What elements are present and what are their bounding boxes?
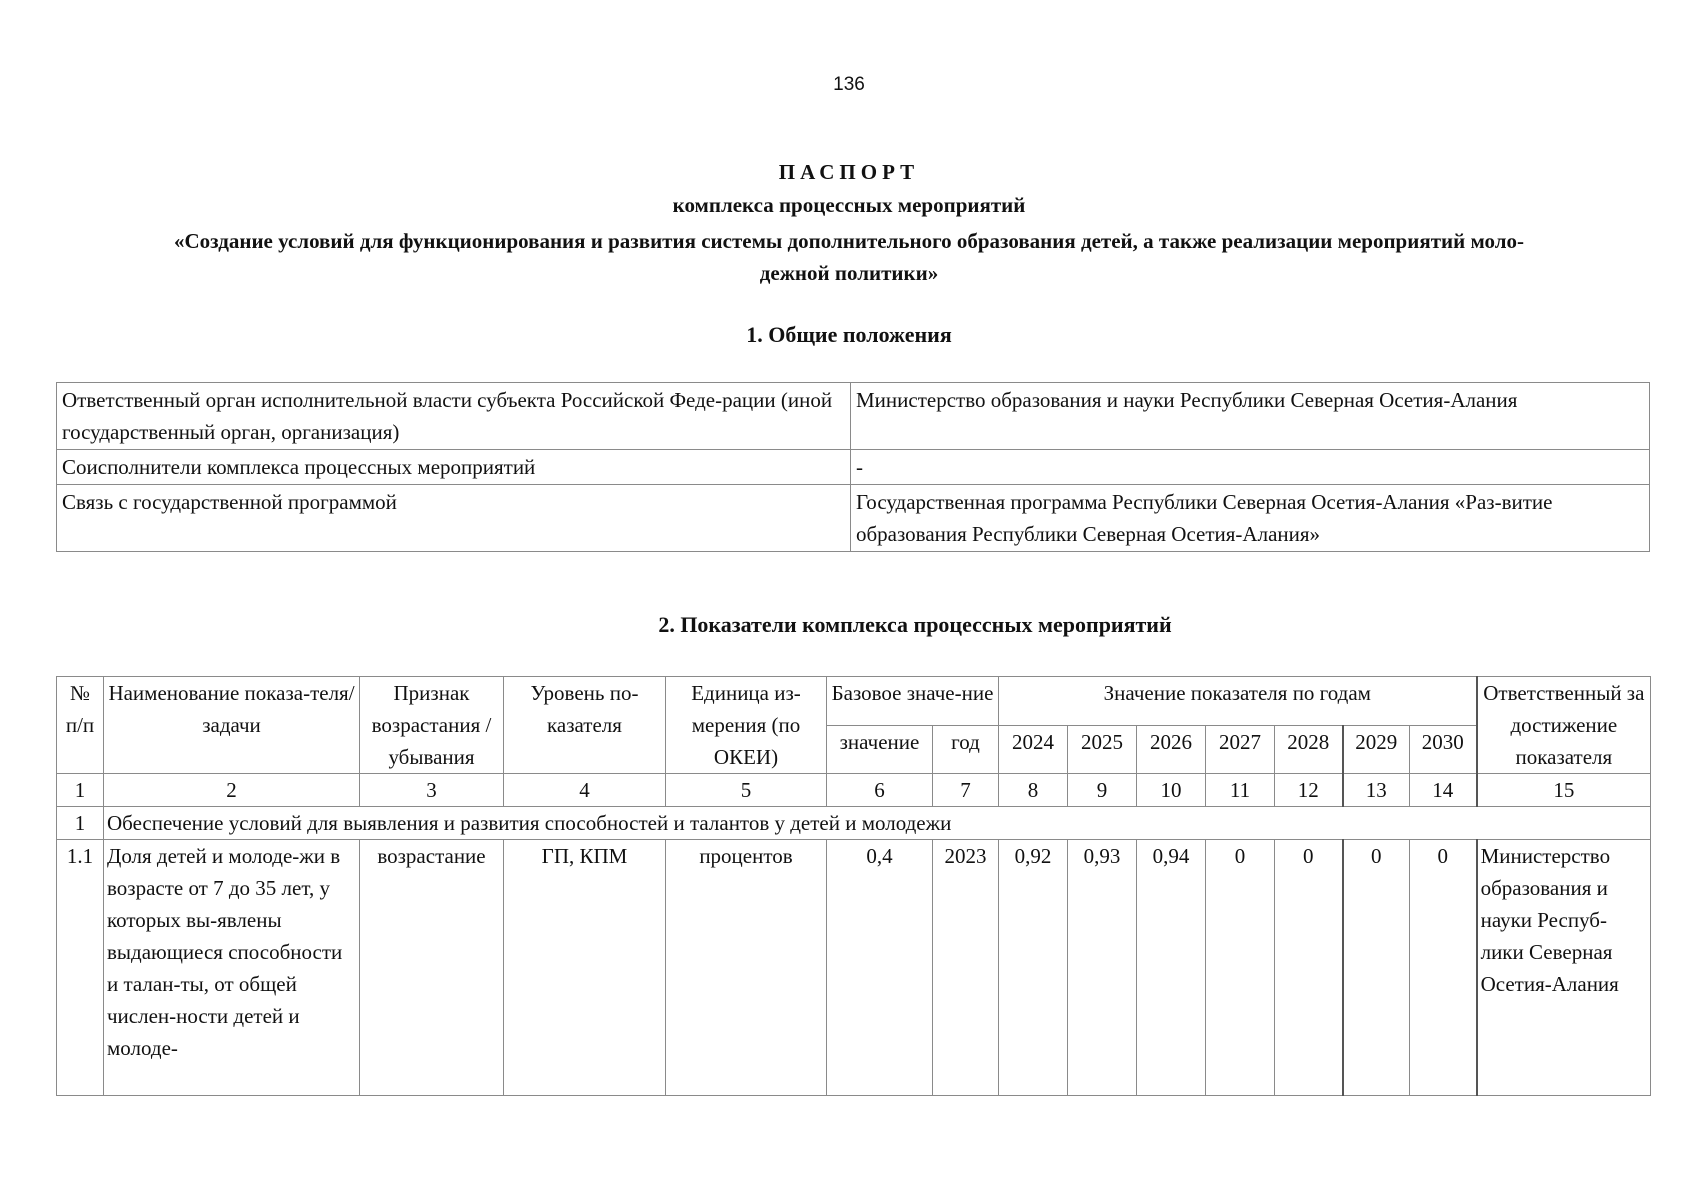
header-level: Уровень по-казателя (504, 677, 666, 774)
header-year: 2025 (1068, 725, 1137, 774)
header-year: 2024 (999, 725, 1068, 774)
indicator-value: 0,92 (999, 840, 1068, 1096)
header-year: 2028 (1275, 725, 1343, 774)
column-number: 2 (104, 774, 360, 807)
row-value: Министерство образования и науки Республики Северная Осетия-Алания (851, 383, 1650, 450)
column-number: 14 (1410, 774, 1477, 807)
indicator-unit: процентов (666, 840, 827, 1096)
column-number: 8 (999, 774, 1068, 807)
header-year: 2030 (1410, 725, 1477, 774)
row-value: - (851, 450, 1650, 485)
indicator-responsible: Министерство образования и науки Респуб-лики Северная Осетия-Алания (1477, 840, 1651, 1096)
row-label: Ответственный орган исполнительной власти субъекта Российской Феде-рации (иной государственный орган, организация) (57, 383, 851, 450)
passport-heading: ПАСПОРТ (778, 160, 920, 184)
task-text: Обеспечение условий для выявления и развития способностей и талантов у детей и молодежи (104, 807, 1651, 840)
indicators-table (56, 676, 1651, 1096)
column-number-row (57, 774, 1651, 807)
page-number: 136 (833, 74, 865, 95)
indicator-value: 0,94 (1137, 840, 1206, 1096)
header-years-group: Значение показателя по годам (999, 677, 1477, 726)
general-provisions-table (56, 382, 1650, 552)
complex-title (40, 225, 1658, 289)
passport-subtitle: комплекса процессных мероприятий (672, 193, 1026, 217)
header-year: 2029 (1343, 725, 1410, 774)
header-responsible: Ответственный за достижение показателя (1477, 677, 1651, 774)
column-number: 6 (827, 774, 933, 807)
column-number: 5 (666, 774, 827, 807)
complex-title-line2: дежной политики» (759, 261, 939, 285)
indicator-row (57, 840, 1651, 1096)
indicator-level: ГП, КПМ (504, 840, 666, 1096)
indicator-value: 0 (1206, 840, 1275, 1096)
row-label: Соисполнители комплекса процессных мероприятий (57, 450, 851, 485)
task-row (57, 807, 1651, 840)
header-unit: Единица из-мерения (по ОКЕИ) (666, 677, 827, 774)
column-number: 12 (1275, 774, 1343, 807)
header-row (57, 677, 1651, 726)
indicator-base-value: 0,4 (827, 840, 933, 1096)
indicator-base-year: 2023 (933, 840, 999, 1096)
column-number: 7 (933, 774, 999, 807)
indicator-num: 1.1 (57, 840, 104, 1096)
column-number: 4 (504, 774, 666, 807)
section1-heading: 1. Общие положения (746, 322, 952, 347)
header-num: № п/п (57, 677, 104, 774)
indicator-value: 0 (1275, 840, 1343, 1096)
column-number: 3 (360, 774, 504, 807)
indicator-value: 0,93 (1068, 840, 1137, 1096)
header-name: Наименование показа-теля/задачи (104, 677, 360, 774)
indicator-value: 0 (1410, 840, 1477, 1096)
complex-title-line1: «Создание условий для функционирования и развития системы дополнительного образования детей, а также реализации мероприятий моло- (174, 229, 1524, 253)
column-number: 13 (1343, 774, 1410, 807)
header-base: Базовое значе-ние (827, 677, 999, 726)
table-row (57, 450, 1650, 485)
header-year: 2026 (1137, 725, 1206, 774)
column-number: 9 (1068, 774, 1137, 807)
indicator-value: 0 (1343, 840, 1410, 1096)
row-value: Государственная программа Республики Северная Осетия-Алания «Раз-витие образования Республики Северная Осетия-Алания» (851, 485, 1650, 552)
column-number: 11 (1206, 774, 1275, 807)
section2-heading: 2. Показатели комплекса процессных мероприятий (658, 612, 1172, 637)
column-number: 10 (1137, 774, 1206, 807)
table-row (57, 485, 1650, 552)
column-number: 15 (1477, 774, 1651, 807)
header-base-value: значение (827, 725, 933, 774)
table-row (57, 383, 1650, 450)
task-num: 1 (57, 807, 104, 840)
row-label: Связь с государственной программой (57, 485, 851, 552)
header-base-year: год (933, 725, 999, 774)
header-year: 2027 (1206, 725, 1275, 774)
header-sign: Признак возрастания / убывания (360, 677, 504, 774)
indicator-name: Доля детей и молоде-жи в возрасте от 7 до 35 лет, у которых вы-явлены выдающиеся способности и талан-ты, от общей числен-ности детей и молоде- (104, 840, 360, 1096)
indicator-sign: возрастание (360, 840, 504, 1096)
column-number: 1 (57, 774, 104, 807)
